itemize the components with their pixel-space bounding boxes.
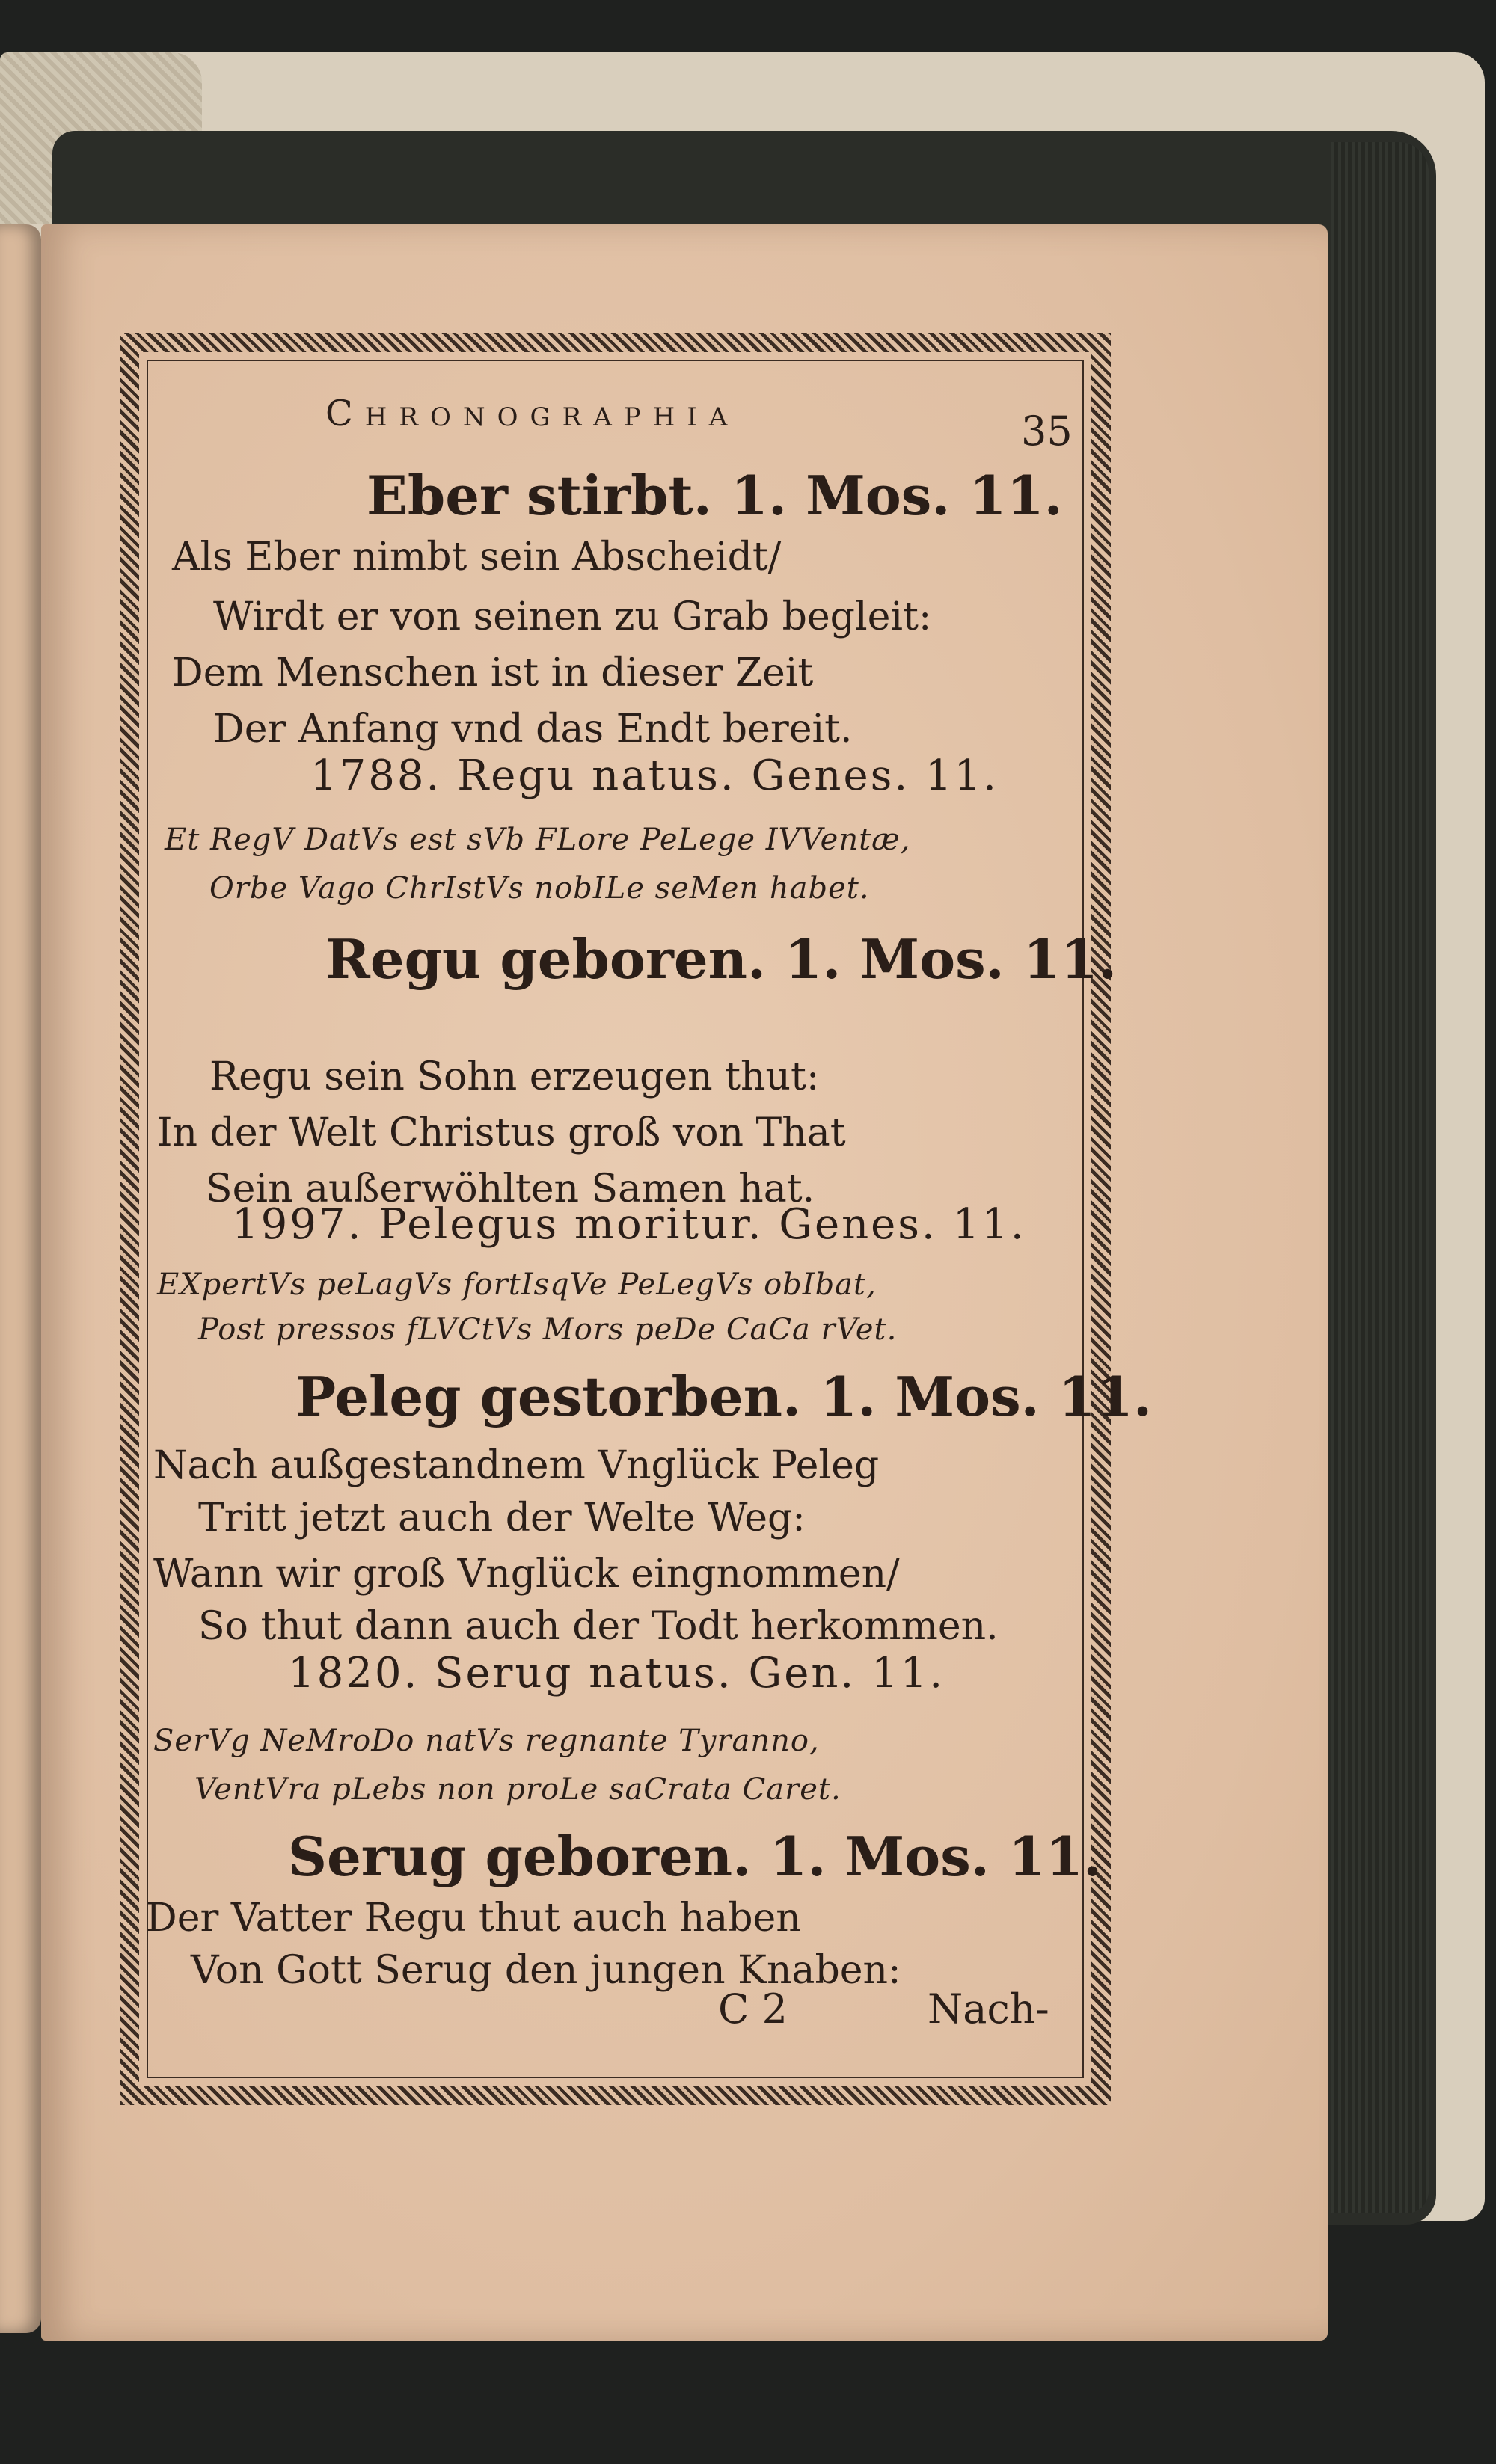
- left-page-edge: [0, 224, 41, 2333]
- heading-eber: Eber stirbt. 1. Mos. 11.: [367, 464, 1063, 527]
- verse-line: Wann wir groß Vnglück eingnommen/: [153, 1552, 900, 1597]
- verse-line: In der Welt Christus groß von That: [157, 1110, 846, 1155]
- running-head: Chronographia: [325, 393, 740, 434]
- latin-line: Orbe Vago ChrIstVs nobILe seMen habet.: [209, 871, 870, 906]
- year-line-1820: 1820. Serug natus. Gen. 11.: [288, 1649, 945, 1698]
- verse-line: Dem Menschen ist in dieser Zeit: [172, 651, 814, 695]
- page-number: 35: [1021, 408, 1073, 455]
- verse-line: So thut dann auch der Todt herkommen.: [198, 1604, 999, 1649]
- verse-line: Tritt jetzt auch der Welte Weg:: [198, 1496, 806, 1540]
- verse-line: Von Gott Serug den jungen Knaben:: [191, 1948, 901, 1993]
- page-edges: [1331, 142, 1429, 2213]
- verse-line: Der Anfang vnd das Endt bereit.: [213, 707, 853, 752]
- heading-peleg: Peleg gestorben. 1. Mos. 11.: [295, 1365, 1153, 1428]
- heading-serug: Serug geboren. 1. Mos. 11.: [288, 1825, 1103, 1888]
- latin-line: EXpertVs peLagVs fortIsqVe PeLegVs obIbat,: [157, 1268, 877, 1302]
- verse-line: Nach außgestandnem Vnglück Peleg: [153, 1443, 880, 1488]
- latin-line: Post pressos fLVCtVs Mors peDe CaCa rVet.: [198, 1312, 898, 1347]
- latin-line: VentVra pLebs non proLe saCrata Caret.: [194, 1772, 842, 1807]
- verse-line: Regu sein Sohn erzeugen thut:: [209, 1054, 820, 1099]
- verse-line: Sein außerwöhlten Samen hat.: [206, 1167, 815, 1211]
- year-line-1788: 1788. Regu natus. Genes. 11.: [310, 752, 999, 800]
- signature-mark: C 2: [718, 1985, 788, 2033]
- verse-line: Der Vatter Regu thut auch haben: [146, 1896, 801, 1941]
- verse-line: Wirdt er von seinen zu Grab begleit:: [213, 595, 932, 639]
- verse-line: Als Eber nimbt sein Abscheidt/: [172, 535, 782, 580]
- latin-line: SerVg NeMroDo natVs regnante Tyranno,: [153, 1724, 820, 1758]
- catchword: Nach-: [928, 1985, 1049, 2033]
- heading-regu: Regu geboren. 1. Mos. 11.: [325, 927, 1118, 991]
- year-line-1997: 1997. Pelegus moritur. Genes. 11.: [232, 1200, 1026, 1249]
- latin-line: Et RegV DatVs est sVb FLore PeLege IVVentæ,: [165, 823, 911, 857]
